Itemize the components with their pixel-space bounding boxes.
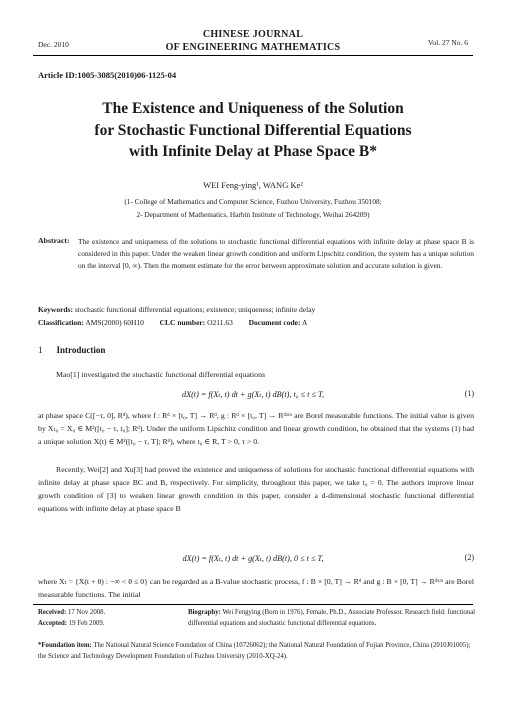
paragraph-3: Recently, Wei[2] and Xu[3] had proved the existence and uniqueness of solutions for stochastic functional differential equations with infinite delay at phase space BC and B, respectively. For simplicity, throughout this paper, we take t₀ = 0. The authors improve linear growth condition of [3] to weaken linear growth condition in this paper, consider a d-dimensional stochastic functional differential equations with infinite delay at phase space B	[38, 465, 474, 513]
affiliation-2: 2- Department of Mathematics, Harbin Institute of Technology, Weihai 264209)	[136, 210, 370, 219]
accepted-note	[38, 619, 104, 630]
title-line-2: for Stochastic Functional Differential Equations	[94, 121, 412, 139]
authors: WEI Feng-ying¹, WANG Ke²	[203, 180, 303, 190]
affiliation-1: (1- College of Mathematics and Computer Science, Fuzhou University, Fuzhou 350108;	[124, 197, 382, 206]
keywords-text: stochastic functional differential equations; existence; uniqueness; infinite delay	[74, 305, 316, 314]
title-line-1: The Existence and Uniqueness of the Solution	[102, 100, 404, 117]
paragraph-2: at phase space C([−τ, 0], Rᵈ), where f : Rᵈ × [t₀, T] → Rᵈ, g : Rᵈ × [t₀, T] → Rᵈˣᵐ are Borel measurable functions. The initial value is given by Xₜ₀ = X₀ ∈ M²([t₀ − τ, t₀]; Rᵈ). Under the uniform Lipschitz condition and linear growth condition, he obtained that the systems (1) had a unique solution X(t) ∈ M²([t₀ − τ, T]; Rᵈ), where t₀ ∈ R, T > 0, τ > 0.	[38, 411, 474, 446]
section-title: Introduction	[56, 345, 106, 355]
abstract-text: The existence and uniqueness of the solutions to stochastic functional differential equations with infinite delay at phase space B is considered in this paper. Under the weaken linear growth condition and uniform Lipschitz condition, the system has a unique solution on the interval [0, ∞). Then the moment estimate for the error between approximate solution and accurate solution is given.	[78, 237, 474, 270]
foundation-note	[38, 641, 474, 662]
classification-label: Classification:	[38, 318, 84, 327]
foundation-text: The National Natural Science Foundation of China (10726062); the National Natural Foundation of Fujian Province, China (2010J01005); the Science and Technology Development Foundation of Fuzhou University (2010-XQ-24).	[38, 642, 471, 660]
paper-title	[20, 98, 486, 163]
footnote-rule	[33, 604, 473, 605]
biography-label: Biography:	[188, 609, 221, 616]
received-note	[38, 608, 105, 619]
received-date: 17 Nov 2008.	[68, 609, 106, 616]
received-label: Received:	[38, 609, 67, 616]
classification-value: AMS(2000) 60H10	[85, 318, 144, 327]
section-number: 1	[38, 345, 43, 355]
foundation-label: *Foundation item:	[38, 642, 92, 649]
paragraph-4: where Xₜ = {X(t + θ) : −∞ < θ ≤ 0} can be regarded as a B-value stochastic process, f : B × [0, T] → Rᵈ and g : B × [0, T] → Rᵈˣᵐ are Borel measurable functions. The initial	[38, 577, 474, 599]
document-code-label: Document code:	[248, 318, 301, 327]
clc-value: O211.63	[207, 318, 233, 327]
document-code-value: A	[301, 318, 308, 327]
header-date: Dec. 2010	[38, 40, 69, 49]
equation-2: dX(t) = f(Xₜ, t) dt + g(Xₜ, t) dB(t), 0 ≤ t ≤ T,	[182, 554, 324, 563]
equation-1: dX(t) = f(Xₜ, t) dt + g(Xₜ, t) dB(t), t₀ ≤ t ≤ T,	[181, 390, 325, 399]
biography-text: Wei Fengying (Born in 1976), Female, Ph.D., Associate Professor. Research field: functional differential equations and stochastic functional differential equations.	[188, 609, 476, 627]
clc-label: CLC number:	[159, 318, 206, 327]
keywords	[38, 305, 315, 314]
header-volume: Vol. 27 No. 6	[427, 38, 468, 47]
accepted-date: 19 Feb 2009.	[68, 620, 105, 627]
abstract-label: Abstract:	[38, 236, 70, 245]
journal-name-line1: CHINESE JOURNAL	[202, 29, 304, 40]
accepted-label: Accepted:	[38, 620, 68, 627]
biography-note	[188, 608, 478, 629]
title-line-3: with Infinite Delay at Phase Space B*	[129, 143, 377, 160]
journal-name-line2: OF ENGINEERING MATHEMATICS	[165, 42, 341, 53]
classification	[38, 318, 307, 327]
article-id: Article ID:1005-3085(2010)06-1125-04	[38, 70, 177, 80]
header-rule	[33, 55, 473, 56]
section-heading	[38, 345, 105, 355]
equation-2-number: (2)	[464, 553, 474, 562]
equation-1-number: (1)	[464, 389, 474, 398]
keywords-label: Keywords:	[38, 305, 73, 314]
paragraph-1: Mao[1] investigated the stochastic functional differential equations	[56, 370, 266, 379]
